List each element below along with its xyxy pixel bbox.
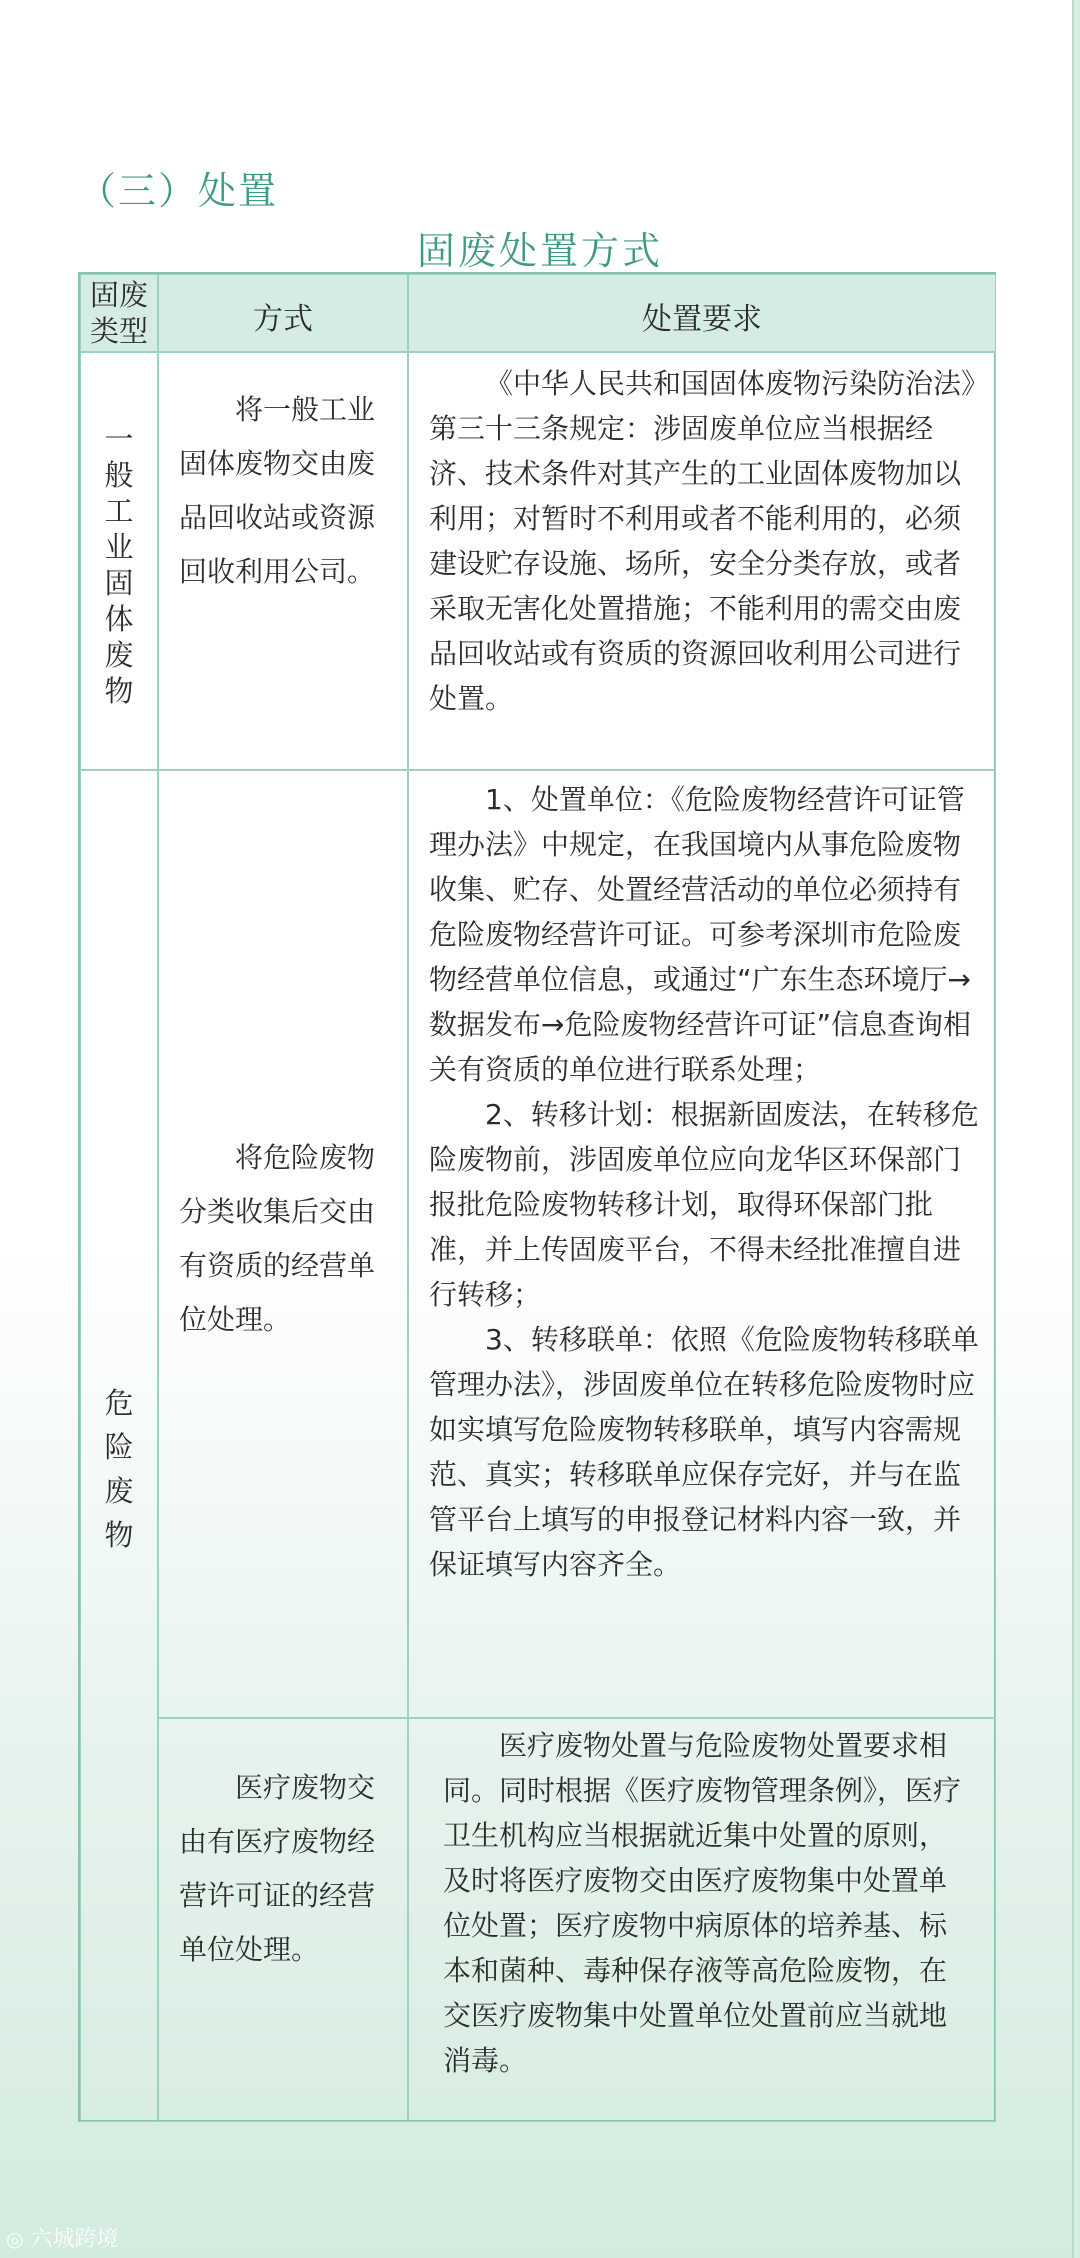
row2-type-label: 危 险 废 物: [104, 1386, 134, 1552]
row1-requirement-text: 《中华人民共和国固体废物污染防治法》第三十三条规定：涉固废单位应当根据经济、技术条件对其产生的工业固体废物加以利用；对暂时不利用或者不能利用的，必须建设贮存设施、场所，安全分类存放，或者采取无害化处置措施；不能利用的需交由废品回收站或有资质的资源回收利用公司进行处置。: [429, 367, 976, 715]
disposal-table: [78, 272, 996, 2122]
watermark: [6, 2222, 118, 2253]
row2-requirement-item-1: 1、处置单位：《危险废物经营许可证管理办法》中规定，在我国境内从事危险废物收集、贮存、处置经营活动的单位必须持有危险废物经营许可证。可参考深圳市危险废物经营单位信息，或通过“广东生态环境厅→数据发布→危险废物经营许可证”信息查询相关有资质的单位进行联系处理；: [429, 783, 971, 1086]
watermark-text: 六城跨境: [30, 2227, 119, 2252]
row1-type-cell: [80, 352, 158, 770]
row1-method-text: 将一般工业固体废物交由废品回收站或资源回收利用公司。: [179, 393, 376, 588]
section-heading: （三）处置: [78, 169, 279, 213]
header-requirement-cell: [408, 274, 996, 352]
row3-requirement-cell: [408, 1718, 996, 2122]
row2-requirement-item-3: 3、转移联单：依照《危险废物转移联单管理办法》，涉固废单位在转移危险废物时应如实填写危险废物转移联单，填写内容需规范、真实；转移联单应保存完好，并与在监管平台上填写的申报登记材料内容一致，并保证填写内容齐全。: [429, 1323, 979, 1581]
row1-type-label: 一 般 工 业 固 体 废 物: [104, 422, 134, 708]
row2-requirement-cell: [408, 770, 996, 1718]
table-title: 固废处置方式: [416, 229, 663, 273]
row1-method-cell: [158, 352, 408, 770]
watermark-logo-icon: ◎: [6, 2227, 24, 2251]
header-type-line1: 固废: [89, 278, 148, 312]
header-method-cell: [158, 274, 408, 352]
row2-requirement-block: [429, 777, 981, 1587]
row3-method-text: 医疗废物交由有医疗废物经营许可证的经营单位处理。: [179, 1771, 376, 1966]
row3-requirement-text: 医疗废物处置与危险废物处置要求相同。同时根据《医疗废物管理条例》，医疗卫生机构应当根据就近集中处置的原则，及时将医疗废物交由医疗废物集中处置单位处置；医疗废物中病原体的培养基、标本和菌种、毒种保存液等高危险废物，在交医疗废物集中处置单位处置前应当就地消毒。: [443, 1729, 962, 2077]
header-requirement: 处置要求: [642, 302, 762, 337]
header-type-cell: [80, 274, 158, 352]
row2-type-cell: [80, 770, 158, 2122]
row2-method-cell: [158, 770, 408, 1718]
row2-requirement-item-2: 2、转移计划：根据新固废法，在转移危险废物前，涉固废单位应向龙华区环保部门报批危险废物转移计划，取得环保部门批准，并上传固废平台，不得未经批准擅自进行转移；: [429, 1098, 979, 1311]
header-type-line2: 类型: [89, 314, 148, 348]
page-edge-strip: [1072, 0, 1080, 2258]
row2-method-text: 将危险废物分类收集后交由有资质的经营单位处理。: [179, 1141, 376, 1336]
row3-method-cell: [158, 1718, 408, 2122]
header-method: 方式: [253, 302, 313, 337]
row1-requirement-cell: [408, 352, 996, 770]
